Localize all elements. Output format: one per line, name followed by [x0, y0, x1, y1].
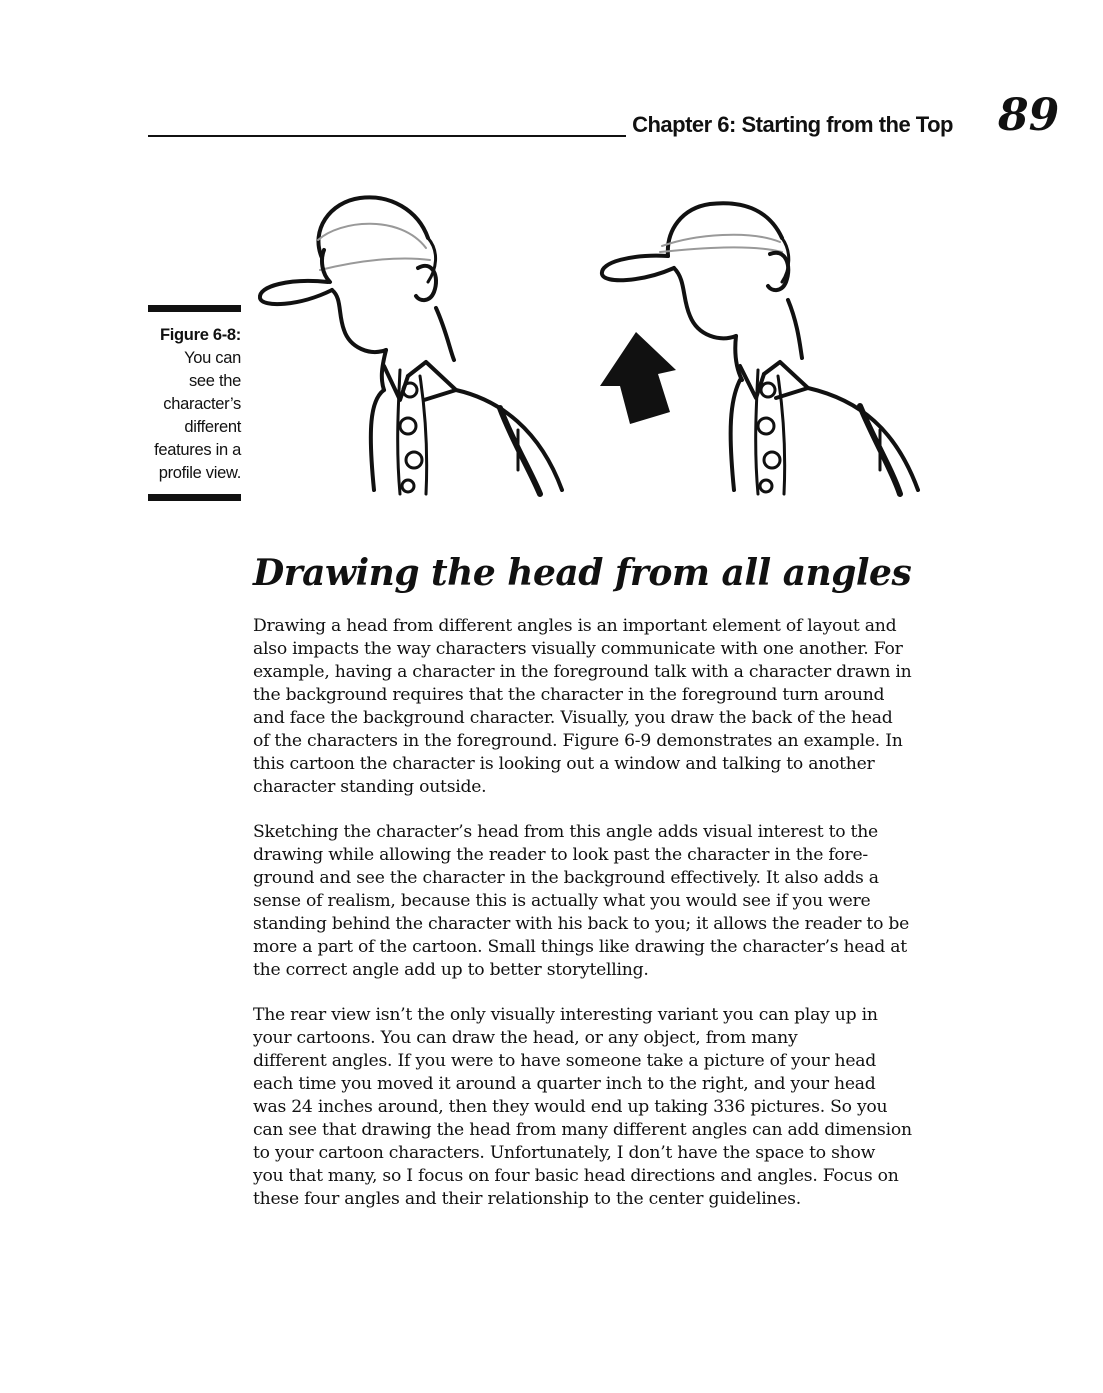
caption-line: character’s [163, 395, 241, 413]
section-heading: Drawing the head from all angles [253, 552, 912, 594]
figure-caption [140, 324, 241, 485]
header-rule [148, 135, 626, 137]
text-line: Sketching the character’s head from this angle adds visual interest to the [253, 822, 878, 842]
paragraph-1 [253, 615, 953, 799]
text-line: these four angles and their relationship to the center guidelines. [253, 1189, 801, 1209]
text-line: your cartoons. You can draw the head, or any object, from many [253, 1028, 798, 1048]
text-line: ground and see the character in the background effectively. It also adds a [253, 868, 879, 888]
figure-label: Figure 6-8: [159, 326, 241, 344]
text-line: sense of realism, because this is actually what you would see if you were [253, 891, 871, 911]
paragraph-2 [253, 821, 953, 982]
text-line: this cartoon the character is looking out a window and talking to another [253, 754, 875, 774]
text-line: character standing outside. [253, 777, 487, 797]
caption-line: see the [188, 372, 241, 390]
text-line: The rear view isn’t the only visually interesting variant you can play up in [253, 1005, 878, 1025]
text-line: different angles. If you were to have someone take a picture of your head [253, 1051, 877, 1071]
chapter-title: Chapter 6: Starting from the Top [632, 112, 953, 137]
text-line: standing behind the character with his back to you; it allows the reader to be [253, 914, 910, 934]
text-line: drawing while allowing the reader to look past the character in the fore- [253, 845, 868, 865]
caption-top-bar [148, 305, 241, 312]
text-line: of the characters in the foreground. Figure 6-9 demonstrates an example. In [253, 731, 903, 751]
text-line: to your cartoon characters. Unfortunately, I don’t have the space to show [253, 1143, 876, 1163]
text-line: also impacts the way characters visually communicate with one another. For [253, 639, 903, 659]
caption-bottom-bar [148, 494, 241, 501]
text-line: more a part of the cartoon. Small things like drawing the character’s head at [253, 937, 907, 957]
text-line: you that many, so I focus on four basic head directions and angles. Focus on [253, 1166, 899, 1186]
text-line: and face the background character. Visually, you draw the back of the head [253, 708, 893, 728]
caption-line: You can [184, 349, 241, 367]
caption-line: profile view. [158, 464, 241, 482]
text-line: example, having a character in the foreground talk with a character drawn in [253, 662, 912, 682]
text-line: the correct angle add up to better storytelling. [253, 960, 649, 980]
caption-line: different [184, 418, 241, 436]
text-line: Drawing a head from different angles is an important element of layout and [253, 616, 897, 636]
text-line: each time you moved it around a quarter inch to the right, and your head [253, 1074, 876, 1094]
cartoon-character-left [260, 197, 562, 494]
text-line: the background requires that the character in the foreground turn around [253, 685, 885, 705]
text-line: was 24 inches around, then they would end up taking 336 pictures. So you [253, 1097, 888, 1117]
figure-illustration [250, 190, 960, 510]
paragraph-3 [253, 1004, 953, 1211]
caption-line: features in a [154, 441, 241, 459]
text-line: can see that drawing the head from many different angles can add dimension [253, 1120, 912, 1140]
page-number: 89 [998, 90, 1060, 141]
up-arrow-icon [600, 332, 676, 424]
